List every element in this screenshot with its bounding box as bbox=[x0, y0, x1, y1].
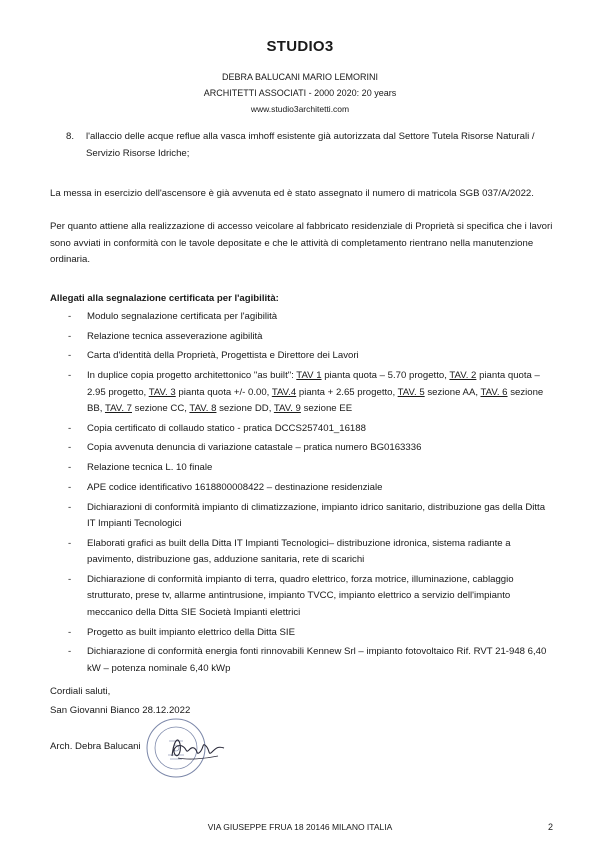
link-tav-1[interactable]: TAV 1 bbox=[296, 370, 322, 382]
tav-desc: pianta + 2.65 progetto, bbox=[296, 386, 398, 398]
item-number: 8. bbox=[66, 131, 75, 142]
tav-desc: pianta quota +/- 0.00, bbox=[175, 386, 272, 398]
list-item-text: Elaborati grafici as built della Ditta IT Impianti Tecnologici– distribuzione idronica, sistema radiante a pavimento, distribuzione gas, adduzione sanitaria, rete di scarichi bbox=[87, 537, 511, 566]
list-item-text: Copia avvenuta denuncia di variazione catastale – pratica numero BG0163336 bbox=[87, 442, 422, 454]
numbered-item-8 bbox=[66, 129, 556, 162]
tav-desc: sezione AA, bbox=[424, 386, 481, 398]
list-item bbox=[50, 480, 556, 497]
allegati-heading: Allegati alla segnalazione certificata per l'agibilità: bbox=[50, 293, 279, 304]
letterhead-subtitle: ARCHITETTI ASSOCIATI - 2000 2020: 20 years bbox=[203, 88, 397, 98]
list-item-text: Progetto as built impianto elettrico della Ditta SIE bbox=[87, 626, 295, 638]
list-dash: - bbox=[68, 422, 72, 434]
list-dash: - bbox=[68, 311, 72, 322]
tav-desc: sezione BB, bbox=[87, 386, 544, 415]
list-item-text: Carta d'identità della Proprietà, Progettista e Direttore dei Lavori bbox=[87, 350, 359, 362]
list-dash: - bbox=[68, 537, 72, 549]
link-tav-9[interactable]: TAV. 9 bbox=[273, 403, 301, 415]
footer-address: VIA GIUSEPPE FRUA 18 20146 MILANO ITALIA bbox=[207, 822, 393, 832]
list-dash: - bbox=[68, 370, 72, 382]
signature-icon bbox=[168, 730, 228, 766]
tav-desc: pianta quota – 5.70 progetto, bbox=[321, 370, 450, 382]
link-tav-5[interactable]: TAV. 5 bbox=[397, 386, 425, 398]
list-item bbox=[50, 625, 556, 642]
list-dash: - bbox=[68, 646, 72, 658]
as-built-intro: In duplice copia progetto architettonico "as built": bbox=[87, 370, 297, 382]
link-tav-8[interactable]: TAV. 8 bbox=[189, 403, 217, 415]
list-item bbox=[50, 536, 556, 569]
letterhead-names: DEBRA BALUCANI MARIO LEMORINI bbox=[221, 72, 379, 82]
link-tav-2[interactable]: TAV. 2 bbox=[449, 370, 477, 382]
list-item-text: APE codice identificativo 1618800008422 – destinazione residenziale bbox=[87, 481, 383, 493]
closing-greeting: Cordiali saluti, bbox=[50, 686, 111, 697]
place-date: San Giovanni Bianco 28.12.2022 bbox=[50, 705, 191, 716]
list-item bbox=[50, 440, 556, 457]
list-dash: - bbox=[68, 462, 72, 474]
list-dash: - bbox=[68, 330, 72, 342]
letterhead-title: STUDIO3 bbox=[266, 38, 334, 55]
page-number: 2 bbox=[548, 822, 554, 832]
letterhead-website: www.studio3architetti.com bbox=[250, 104, 350, 114]
link-tav-6[interactable]: TAV. 6 bbox=[480, 386, 508, 398]
list-item bbox=[50, 572, 556, 622]
list-item-text: Dichiarazione di conformità impianto di terra, quadro elettrico, forza motrice, illuminazione, cablaggio strutturato, prese tv, allarme antintrusione, impianto TVCC, impianto elettrico a servizio dell'impianto meccanico della Ditta SIE Società Impianti elettrici bbox=[87, 573, 514, 618]
tav-desc: sezione EE bbox=[300, 403, 353, 415]
list-dash: - bbox=[68, 626, 72, 638]
signatory-name: Arch. Debra Balucani bbox=[50, 741, 141, 752]
item-text: l'allaccio delle acque reflue alla vasca imhoff esistente già autorizzata dal Settore Tutela Risorse Naturali / Servizio Risorse Idriche; bbox=[86, 131, 535, 159]
list-item bbox=[50, 500, 556, 533]
list-item bbox=[50, 460, 556, 477]
list-item-text: Dichiarazioni di conformità impianto di climatizzazione, impianto idrico sanitario, distribuzione gas della Ditta IT Impianti Tecnologici bbox=[87, 501, 546, 529]
list-item-text: Modulo segnalazione certificata per l'agibilità bbox=[87, 311, 278, 322]
link-tav-3[interactable]: TAV. 3 bbox=[148, 386, 176, 398]
paragraph-accesso: Per quanto attiene alla realizzazione di accesso veicolare al fabbricato residenziale di Proprietà si specifica che i lavori sono avviati in conformità con le tavole depositate e che le attività di completamento rientrano nella manutenzione ordinaria. bbox=[50, 221, 553, 265]
tav-desc: sezione CC, bbox=[132, 403, 190, 415]
list-item bbox=[50, 421, 556, 438]
list-dash: - bbox=[68, 481, 72, 493]
tav-desc: sezione DD, bbox=[216, 403, 274, 415]
list-dash: - bbox=[68, 442, 72, 454]
list-item bbox=[50, 329, 556, 346]
list-dash: - bbox=[68, 350, 72, 362]
list-dash: - bbox=[68, 573, 72, 585]
list-item bbox=[50, 644, 556, 677]
list-item-text: Relazione tecnica L. 10 finale bbox=[87, 462, 213, 474]
link-tav-4[interactable]: TAV.4 bbox=[271, 386, 297, 398]
list-dash: - bbox=[68, 501, 72, 513]
list-item-text: Copia certificato di collaudo statico - pratica DCCS257401_16188 bbox=[87, 422, 366, 434]
list-item-text: Dichiarazione di conformità energia fonti rinnovabili Kennew Srl – impianto fotovoltaico Rif. RVT 21-948 6,40 kW – potenza nominale 6,40 kWp bbox=[87, 646, 547, 674]
list-item-as-built bbox=[50, 368, 556, 418]
list-item bbox=[50, 309, 556, 326]
allegati-list bbox=[50, 309, 556, 680]
list-item-text: Relazione tecnica asseverazione agibilità bbox=[87, 330, 263, 342]
tav-desc: pianta quota – 2.95 progetto, bbox=[87, 370, 540, 398]
list-item bbox=[50, 348, 556, 365]
paragraph-ascensore: La messa in esercizio dell'ascensore è già avvenuta ed è stato assegnato il numero di matricola SGB 037/A/2022. bbox=[50, 188, 534, 199]
link-tav-7[interactable]: TAV. 7 bbox=[104, 403, 132, 415]
